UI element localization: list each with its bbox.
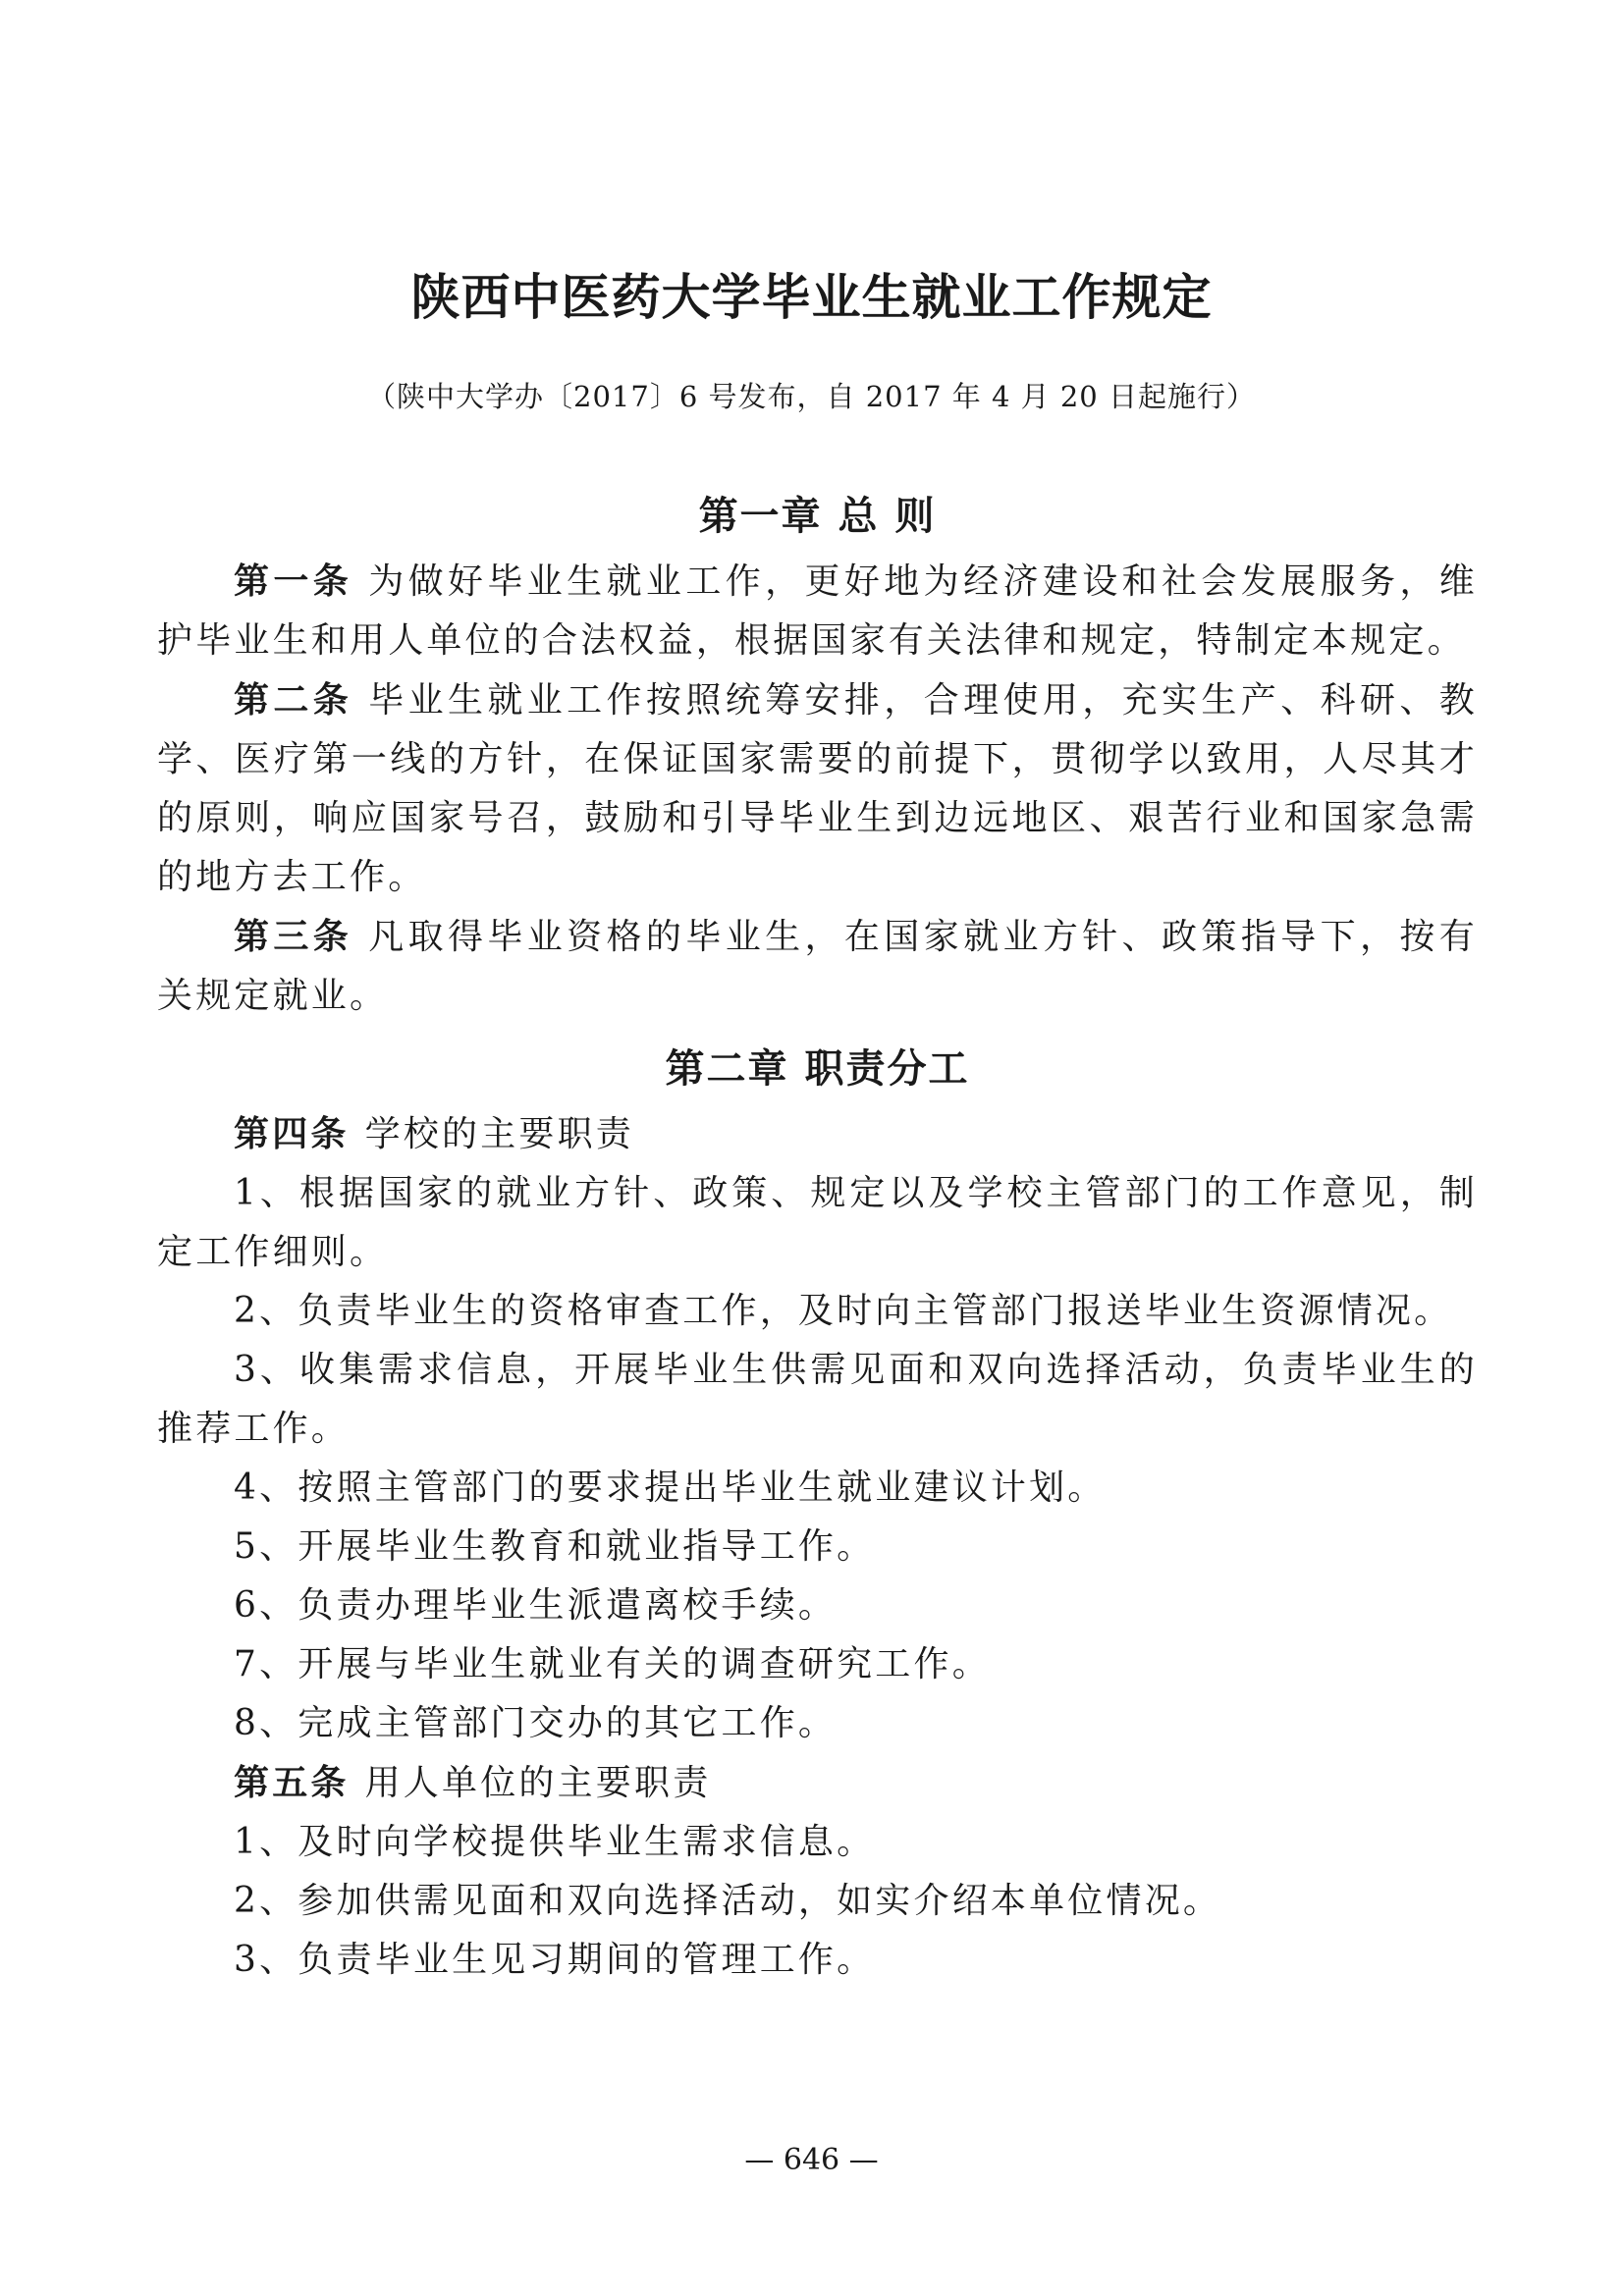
article-5: [157, 1753, 1478, 1813]
article-1: [157, 552, 1478, 670]
article-text: 毕业生就业工作按照统筹安排，合理使用，充实生产、科研、教学、医疗第一线的方针，在保证国家需要的前提下，贯彻学以致用，人尽其才的原则，响应国家号召，鼓励和引导毕业生到边远地区、艰苦行业和国家急需的地方去工作。: [157, 680, 1478, 897]
list-item: 4、按照主管部门的要求提出毕业生就业建议计划。: [234, 1468, 1107, 1508]
article-text: 用人单位的主要职责: [364, 1763, 712, 1803]
list-item: 1、及时向学校提供毕业生需求信息。: [234, 1822, 876, 1862]
list-item: 2、负责毕业生的资格审查工作，及时向主管部门报送毕业生资源情况。: [234, 1291, 1453, 1331]
list-item: 3、收集需求信息，开展毕业生供需见面和双向选择活动，负责毕业生的推荐工作。: [157, 1350, 1478, 1449]
document-subtitle: （陕中大学办〔2017〕6 号发布，自 2017 年 4 月 20 日起施行）: [367, 380, 1256, 413]
article-3: [157, 907, 1478, 1026]
page-number: — 646 —: [744, 2143, 879, 2177]
article-2: [157, 670, 1478, 907]
article-text: 凡取得毕业资格的毕业生，在国家就业方针、政策指导下，按有关规定就业。: [157, 917, 1478, 1016]
list-item: 8、完成主管部门交办的其它工作。: [234, 1703, 838, 1743]
chapter-2-heading: 第二章 职责分工: [665, 1045, 970, 1092]
document-title: 陕西中医药大学毕业生就业工作规定: [410, 268, 1213, 326]
list-item: 5、开展毕业生教育和就业指导工作。: [234, 1526, 876, 1567]
list-item: 1、根据国家的就业方针、政策、规定以及学校主管部门的工作意见，制定工作细则。: [157, 1173, 1478, 1272]
document-body: [157, 481, 1478, 1990]
article-text: 学校的主要职责: [364, 1114, 635, 1154]
article-label: 第二条: [234, 679, 353, 721]
article-label: 第五条: [234, 1762, 350, 1803]
list-item: 6、负责办理毕业生派遣离校手续。: [234, 1585, 838, 1626]
list-item: 7、开展与毕业生就业有关的调查研究工作。: [234, 1644, 991, 1684]
chapter-1-heading: 第一章 总 则: [698, 493, 937, 539]
article-text: 为做好毕业生就业工作，更好地为经济建设和社会发展服务，维护毕业生和用人单位的合法权益，根据国家有关法律和规定，特制定本规定。: [157, 561, 1478, 661]
article-label: 第三条: [234, 916, 353, 957]
list-item: 3、负责毕业生见习期间的管理工作。: [234, 1940, 876, 1980]
article-label: 第一条: [234, 561, 353, 602]
article-label: 第四条: [234, 1113, 350, 1154]
article-4: [157, 1104, 1478, 1164]
list-item: 2、参加供需见面和双向选择活动，如实介绍本单位情况。: [234, 1881, 1222, 1921]
